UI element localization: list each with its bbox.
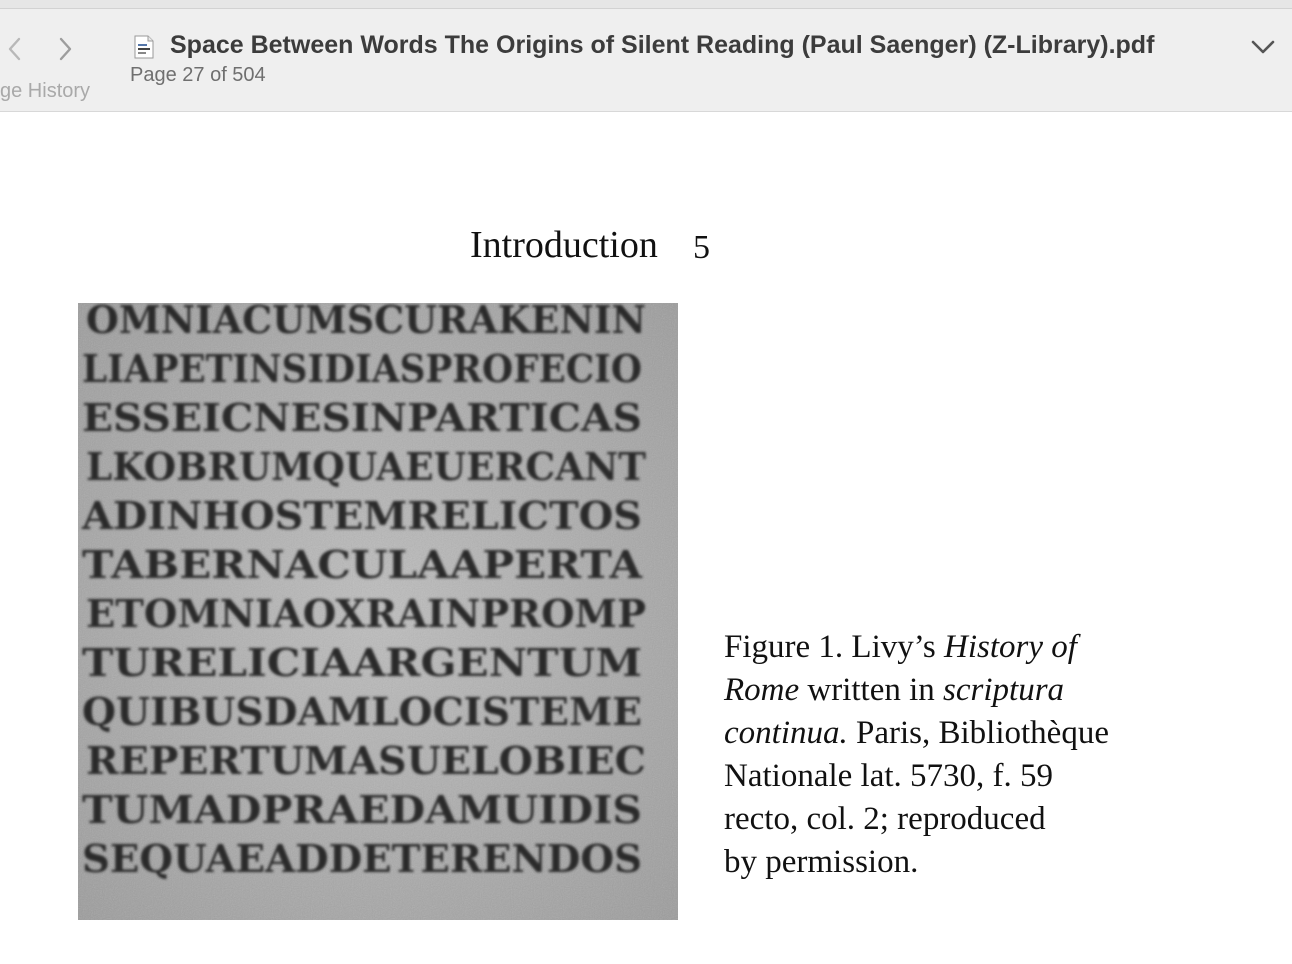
page-number: 5 — [693, 229, 710, 266]
caption-italic: History of — [944, 629, 1077, 665]
caption-italic: continua. — [724, 715, 848, 751]
page-indicator: Page 27 of 504 — [130, 64, 266, 86]
caption-line: by permission. — [724, 844, 919, 880]
pdf-document-icon — [133, 35, 155, 59]
caption-text: Figure 1. Livy’s — [724, 629, 944, 665]
chevron-right-icon — [52, 34, 78, 64]
caption-text: written in — [799, 672, 944, 708]
history-label[interactable]: ge History — [0, 80, 91, 102]
manuscript-line: ETOMNIAOXRAINPROMP — [86, 591, 646, 636]
document-title: Space Between Words The Origins of Silent Reading (Paul Saenger) (Z-Library).pdf — [170, 31, 1155, 59]
manuscript-line: TURELICIAARGENTUM — [82, 640, 642, 685]
caption-line: Nationale lat. 5730, f. 59 — [724, 758, 1054, 794]
manuscript-line: TUMADPRAEDAMUIDIS — [82, 787, 642, 832]
manuscript-line: TABERNACULAAPERTA — [82, 542, 643, 587]
caption-line: recto, col. 2; reproduced — [724, 801, 1046, 837]
figure-caption — [724, 626, 1144, 884]
caption-line — [724, 626, 1144, 669]
manuscript-line: QUIBUSDAMLOCISTEME — [82, 689, 642, 734]
title-menu-button[interactable] — [1248, 34, 1278, 60]
running-head: Introduction — [470, 224, 658, 266]
document-page — [0, 113, 1292, 964]
back-button[interactable] — [2, 34, 28, 64]
manuscript-line: OMNIACUMSCURAKENIN — [86, 303, 646, 342]
manuscript-line: LIAPETINSIDIASPROFECIO — [82, 346, 642, 391]
caption-italic: scriptura — [943, 672, 1065, 708]
caption-line — [724, 712, 1144, 755]
caption-line — [724, 669, 1144, 712]
manuscript-image — [78, 303, 678, 920]
chevron-left-icon — [2, 34, 28, 64]
manuscript-line: ADINHOSTEMRELICTOS — [80, 493, 643, 538]
forward-button[interactable] — [52, 34, 78, 64]
window-top-edge — [0, 0, 1292, 9]
viewer-toolbar — [0, 0, 1292, 112]
caption-text: Paris, Bibliothèque — [847, 715, 1109, 751]
caption-italic: Rome — [724, 672, 800, 708]
manuscript-line: ESSEICNESINPARTICAS — [82, 395, 642, 440]
manuscript-line: SEQUAEADDETERENDOS — [82, 836, 642, 881]
chevron-down-icon — [1248, 34, 1278, 60]
manuscript-line: REPERTUMASUELOBIEC — [86, 738, 646, 783]
manuscript-line: LKOBRUMQUAEUERCANT — [86, 444, 646, 489]
